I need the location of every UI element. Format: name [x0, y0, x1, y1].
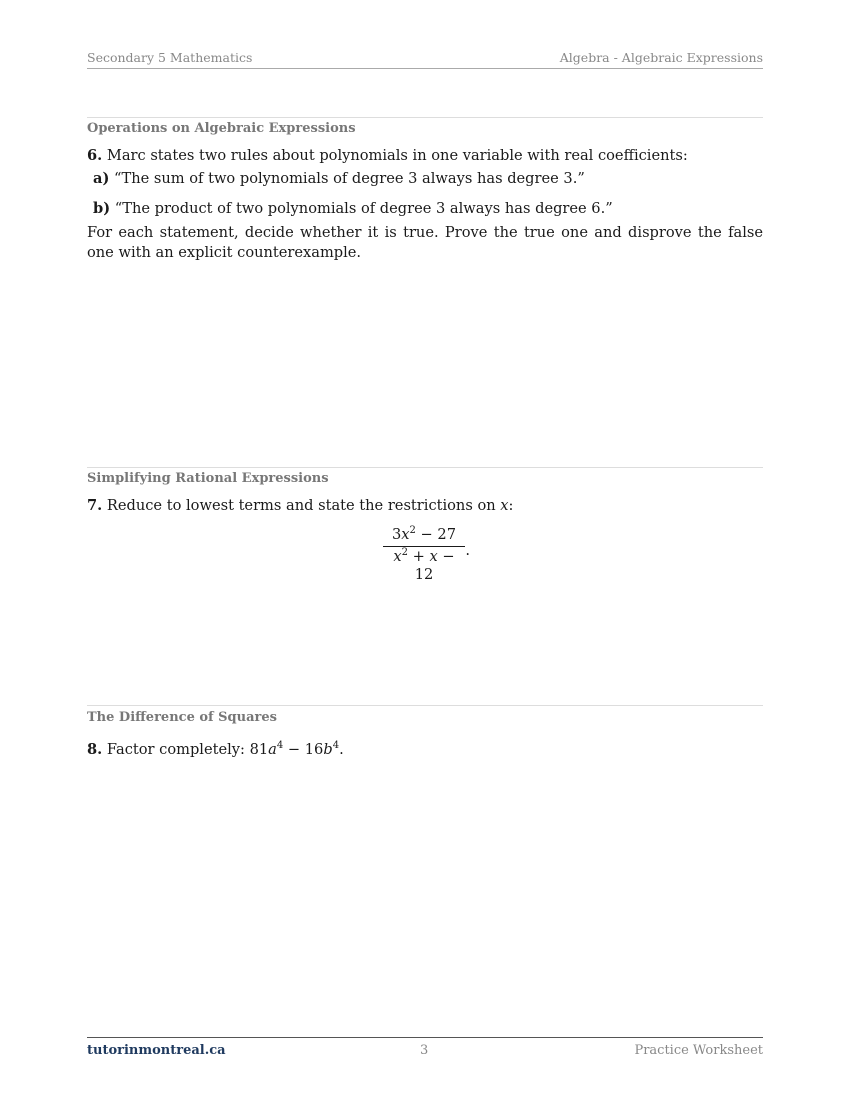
topic-title: Algebra - Algebraic Expressions — [559, 50, 763, 65]
variable: x — [500, 497, 509, 514]
course-title: Secondary 5 Mathematics — [87, 50, 253, 65]
expression: $81a^4 - 16b^4$. — [249, 740, 344, 758]
section-divider — [87, 467, 763, 468]
part-label: b) — [93, 200, 111, 217]
footer-divider — [87, 1037, 763, 1038]
problem-8 — [87, 740, 344, 760]
section-divider — [87, 705, 763, 706]
section-title: The Difference of Squares — [87, 710, 277, 725]
footer-label: Practice Worksheet — [634, 1043, 763, 1058]
section-title: Operations on Algebraic Expressions — [87, 121, 356, 136]
section-title: Simplifying Rational Expressions — [87, 471, 329, 486]
fraction-numerator: $3x^2 - 27$ — [392, 525, 456, 543]
section-divider — [87, 117, 763, 118]
problem-text: Factor completely: — [106, 741, 245, 758]
fraction-denominator: $x^2 + x - 12$ — [393, 547, 455, 583]
part-text: “The product of two polynomials of degree 3 always has degree 6.” — [114, 200, 613, 217]
part-a — [93, 169, 585, 189]
page-header — [87, 50, 763, 69]
problem-text: Marc states two rules about polynomials in one variable with real coefficients: — [106, 147, 688, 164]
instruction-text: For each statement, decide whether it is true. Prove the true one and disprove the false one with an explicit counterexample. — [87, 224, 763, 261]
rational-expression: $3x^2 - 27$ $x^2 + x - 12$ . — [383, 526, 465, 566]
part-label: a) — [93, 170, 110, 187]
footer-site-link[interactable]: tutorinmontreal.ca — [87, 1043, 226, 1058]
problem-number: 7. — [87, 497, 103, 514]
problem-text: Reduce to lowest terms and state the restrictions on — [106, 497, 496, 514]
problem-6 — [87, 146, 688, 166]
page-number: 3 — [420, 1043, 429, 1058]
part-b — [93, 199, 613, 219]
part-text: “The sum of two polynomials of degree 3 always has degree 3.” — [114, 170, 585, 187]
fraction-bar — [383, 546, 465, 547]
problem-7: 7. Reduce to lowest terms and state the restrictions on x: — [87, 497, 514, 514]
problem-number: 8. — [87, 741, 103, 758]
problem-number: 6. — [87, 147, 103, 164]
